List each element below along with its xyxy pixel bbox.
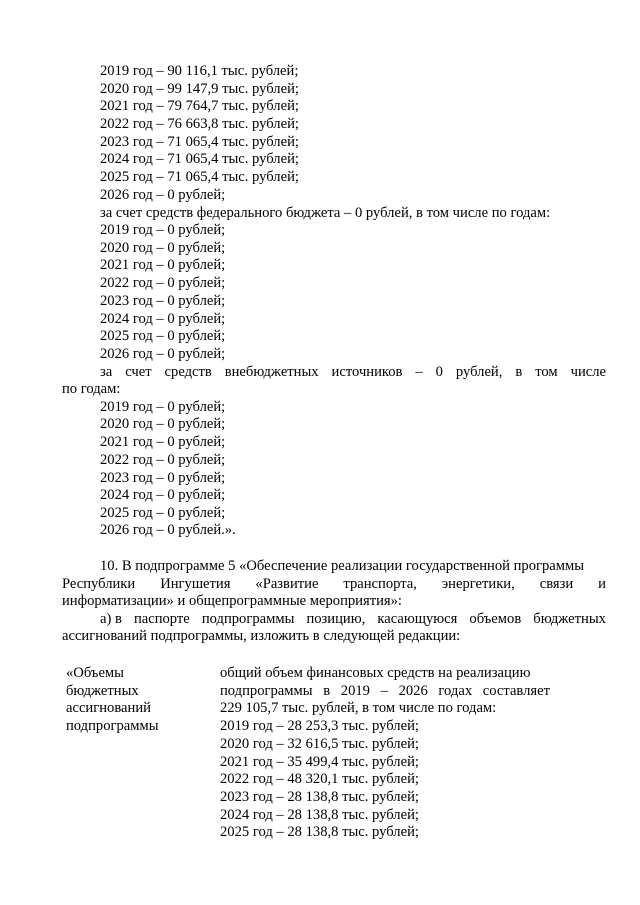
word: 0 bbox=[435, 364, 443, 380]
word: том bbox=[535, 364, 558, 380]
word: связи bbox=[539, 576, 574, 592]
item10-line2 bbox=[62, 575, 606, 593]
top-year-line: 2023 год – 71 065,4 тыс. рублей; bbox=[100, 134, 299, 150]
word: объемов bbox=[469, 611, 522, 627]
word: в bbox=[323, 683, 331, 699]
table-left-line: подпрограммы bbox=[66, 718, 159, 734]
federal-year-line: 2021 год – 0 рублей; bbox=[100, 257, 226, 273]
word: счет bbox=[125, 364, 152, 380]
word: и bbox=[598, 576, 606, 592]
table-left-line: ассигнований bbox=[66, 700, 151, 716]
table-year-line: 2024 год – 28 138,8 тыс. рублей; bbox=[220, 807, 419, 823]
word: паспорте bbox=[133, 611, 190, 627]
federal-year-line: 2020 год – 0 рублей; bbox=[100, 240, 226, 256]
word: составляет bbox=[482, 683, 550, 699]
item-a-line2: ассигнований подпрограммы, изложить в следующей редакции: bbox=[62, 628, 461, 644]
top-year-line: 2024 год – 71 065,4 тыс. рублей; bbox=[100, 151, 299, 167]
word: касающуюся bbox=[377, 611, 458, 627]
federal-year-line: 2019 год – 0 рублей; bbox=[100, 222, 226, 238]
extra-year-line: 2024 год – 0 рублей; bbox=[100, 487, 226, 503]
word: рублей, bbox=[455, 364, 503, 380]
extra-year-line: 2019 год – 0 рублей; bbox=[100, 399, 226, 415]
table-year-line: 2023 год – 28 138,8 тыс. рублей; bbox=[220, 789, 419, 805]
extra-intro-line2: по годам: bbox=[62, 381, 121, 397]
table-year-line: 2022 год – 48 320,1 тыс. рублей; bbox=[220, 771, 419, 787]
table-year-line: 2021 год – 35 499,4 тыс. рублей; bbox=[220, 754, 419, 770]
extra-year-line: 2023 год – 0 рублей; bbox=[100, 470, 226, 486]
table-right-line1: общий объем финансовых средств на реализацию bbox=[220, 665, 531, 681]
top-year-line: 2022 год – 76 663,8 тыс. рублей; bbox=[100, 116, 299, 132]
item-a-line1 bbox=[100, 610, 606, 628]
extra-year-line: 2025 год – 0 рублей; bbox=[100, 505, 226, 521]
word: внебюджетных bbox=[224, 364, 319, 380]
word: – bbox=[380, 683, 388, 699]
word: подпрограммы bbox=[201, 611, 295, 627]
extra-intro-line1 bbox=[100, 363, 606, 381]
word: в bbox=[515, 364, 523, 380]
federal-year-line: 2024 год – 0 рублей; bbox=[100, 311, 226, 327]
federal-year-line: 2025 год – 0 рублей; bbox=[100, 328, 226, 344]
extra-year-line: 2022 год – 0 рублей; bbox=[100, 452, 226, 468]
top-year-line: 2019 год – 90 116,1 тыс. рублей; bbox=[100, 63, 299, 79]
word: транспорта, bbox=[343, 576, 417, 592]
table-year-line: 2025 год – 28 138,8 тыс. рублей; bbox=[220, 824, 419, 840]
top-year-line: 2020 год – 99 147,9 тыс. рублей; bbox=[100, 81, 299, 97]
word: позицию, bbox=[306, 611, 366, 627]
top-year-line: 2025 год – 71 065,4 тыс. рублей; bbox=[100, 169, 299, 185]
extra-year-line: 2020 год – 0 рублей; bbox=[100, 416, 226, 432]
word: источников bbox=[331, 364, 403, 380]
item10-line1: 10. В подпрограмме 5 «Обеспечение реализации государственной программы bbox=[100, 558, 585, 574]
word: Ингушетия bbox=[160, 576, 231, 592]
table-year-line: 2020 год – 32 616,5 тыс. рублей; bbox=[220, 736, 419, 752]
word: «Развитие bbox=[255, 576, 319, 592]
federal-year-line: 2023 год – 0 рублей; bbox=[100, 293, 226, 309]
extra-year-line: 2021 год – 0 рублей; bbox=[100, 434, 226, 450]
word: числе bbox=[570, 364, 606, 380]
federal-year-line: 2022 год – 0 рублей; bbox=[100, 275, 226, 291]
top-year-line: 2021 год – 79 764,7 тыс. рублей; bbox=[100, 98, 299, 114]
extra-year-line: 2026 год – 0 рублей.». bbox=[100, 522, 236, 538]
word: энергетики, bbox=[441, 576, 515, 592]
word: 2019 bbox=[340, 683, 370, 699]
item10-line3: информатизации» и общепрограммные мероприятия»: bbox=[62, 593, 402, 609]
table-right-line2 bbox=[220, 682, 550, 700]
word: 2026 bbox=[398, 683, 428, 699]
table-right-line3: 229 105,7 тыс. рублей, в том числе по годам: bbox=[220, 700, 497, 716]
word: Республики bbox=[62, 576, 136, 592]
word: подпрограммы bbox=[220, 683, 313, 699]
word: средств bbox=[164, 364, 212, 380]
word: бюджетных bbox=[533, 611, 606, 627]
table-left-line: бюджетных bbox=[66, 683, 139, 699]
word: – bbox=[415, 364, 423, 380]
word: годах bbox=[438, 683, 473, 699]
federal-intro: за счет средств федерального бюджета – 0 рублей, в том числе по годам: bbox=[100, 205, 551, 221]
table-year-line: 2019 год – 28 253,3 тыс. рублей; bbox=[220, 718, 419, 734]
table-left-line: «Объемы bbox=[66, 665, 124, 681]
top-year-line: 2026 год – 0 рублей; bbox=[100, 187, 226, 203]
federal-year-line: 2026 год – 0 рублей; bbox=[100, 346, 226, 362]
word: а) в bbox=[100, 611, 122, 627]
word: за bbox=[100, 364, 113, 380]
